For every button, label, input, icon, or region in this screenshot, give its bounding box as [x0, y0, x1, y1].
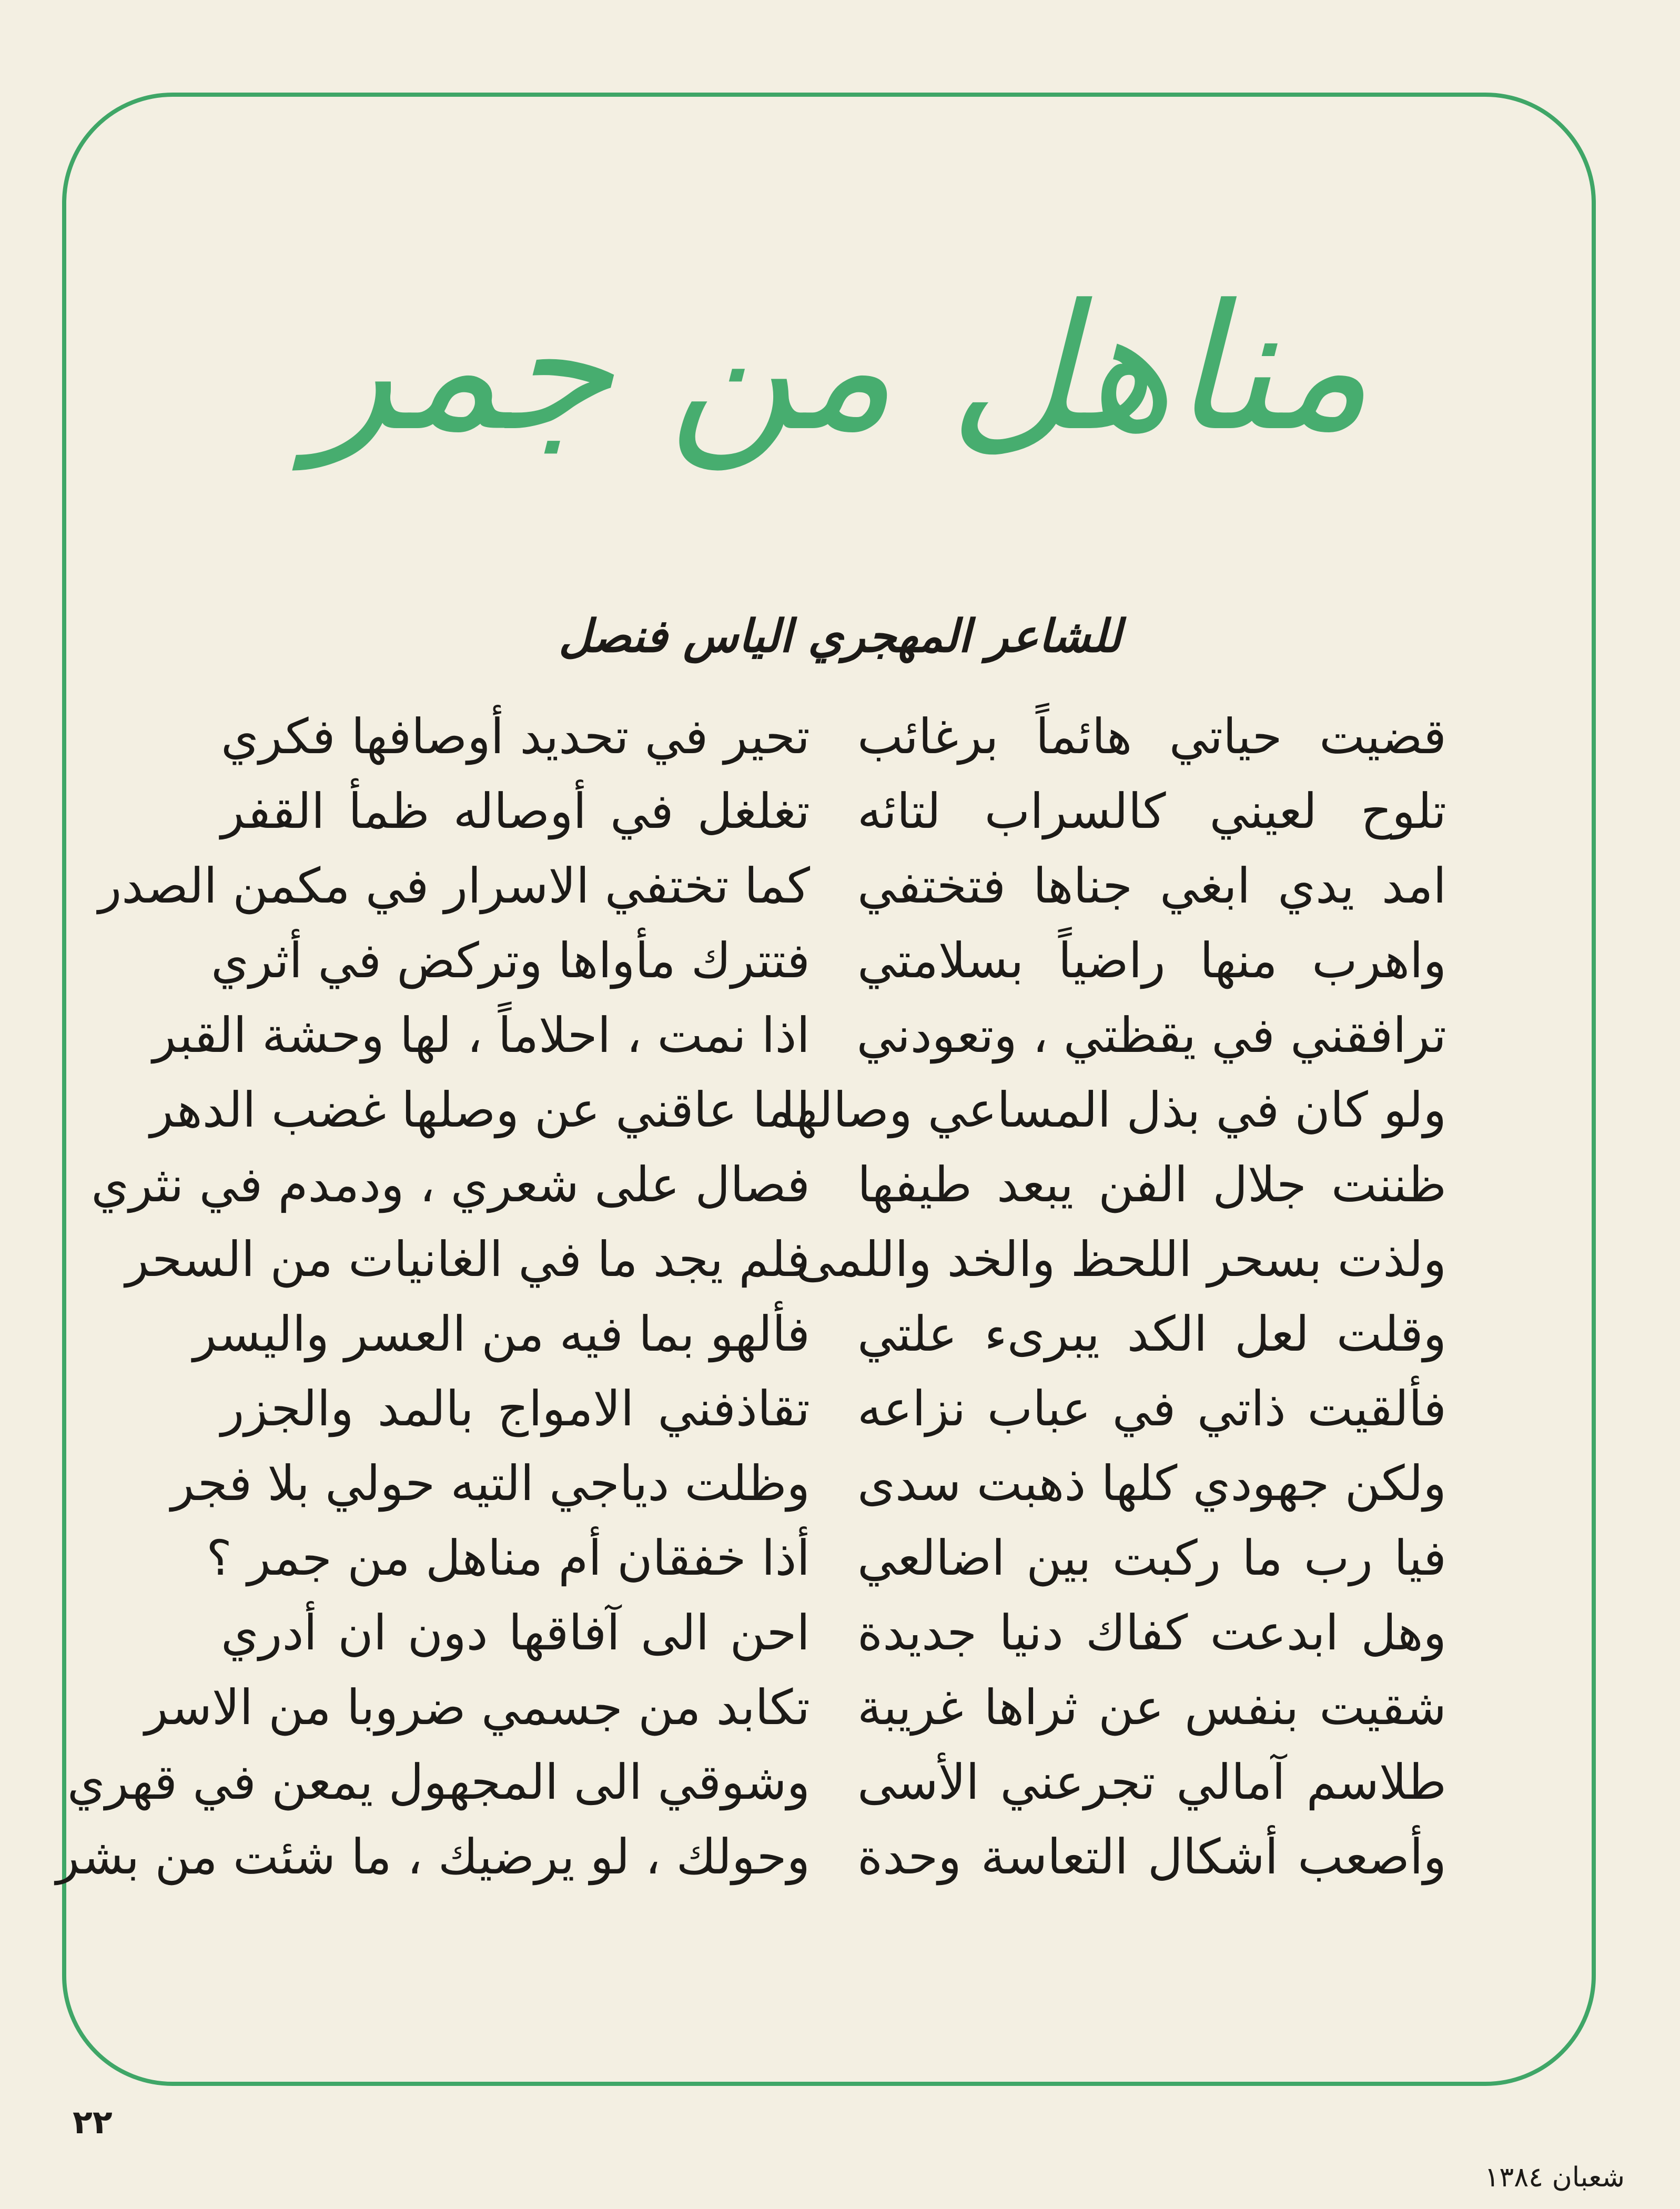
poem-line: طلاسم آمالي تجرعني الأسى [857, 1754, 1446, 1810]
poem-line: ترافقني في يقظتي ، وتعودني [856, 1007, 1446, 1063]
poet-credit: للشاعر المهجري الياس فنصل [559, 610, 1121, 663]
poem-line: وقلت لعل الكد يبرىء علتي [857, 1306, 1446, 1362]
poem-line: لما عاقني عن وصلها غضب الدهر [150, 1082, 810, 1138]
poem-line: فألهو بما فيه من العسر واليسر [193, 1306, 810, 1362]
poem-line: تغلغل في أوصاله ظمأ القفر [221, 783, 810, 839]
poem-body [56, 700, 1446, 1972]
poem-line: شقيت بنفس عن ثراها غريبة [857, 1679, 1446, 1736]
poem-line: ولو كان في بذل المساعي وصالها [781, 1082, 1446, 1138]
poem-line: فلم يجد ما في الغانيات من السحر [125, 1231, 810, 1288]
poem-line: فيا رب ما ركبت بين اضالعي [857, 1530, 1446, 1586]
poem-line: فألقيت ذاتي في عباب نزاعه [857, 1381, 1446, 1437]
poem-line: وشوقي الى المجهول يمعن في قهري [67, 1754, 810, 1810]
page-title: مناهل من جمر [310, 267, 1370, 469]
issue-date: شعبان ١٣٨٤ [1484, 2162, 1625, 2193]
poem-line: اذا نمت ، احلاماً ، لها وحشة القبر [153, 1007, 810, 1063]
poem-line: تكابد من جسمي ضروبا من الاسر [145, 1679, 810, 1736]
poem-line: ولذت بسحر اللحظ والخد واللمى [796, 1231, 1446, 1288]
poem-line: ولكن جهودي كلها ذهبت سدى [857, 1455, 1446, 1512]
poem-line: وهل ابدعت كفاك دنيا جديدة [857, 1605, 1446, 1661]
poem-line: تقاذفني الامواج بالمد والجزر [221, 1381, 810, 1437]
poem-line: قضيت حياتي هائماً برغائب [857, 708, 1446, 765]
page-number: ٢٢ [73, 2103, 113, 2141]
poem-line: وأصعب أشكال التعاسة وحدة [857, 1829, 1446, 1885]
title-calligraphy [0, 231, 1680, 526]
poem-line: تلوح لعيني كالسراب لتائه [857, 783, 1446, 839]
poem-line: تحير في تحديد أوصافها فكري [221, 708, 810, 765]
poem-line: أذا خفقان أم مناهل من جمر ؟ [206, 1530, 810, 1586]
poem-column-left [56, 700, 810, 1894]
poem-line: كما تختفي الاسرار في مكمن الصدر [98, 858, 810, 914]
poem-line: فصال على شعري ، ودمدم في نثري [91, 1157, 810, 1213]
poem-column-right [781, 700, 1446, 1894]
poem-line: وحولك ، لو يرضيك ، ما شئت من بشر [56, 1829, 810, 1885]
poem-line: فتترك مأواها وتركض في أثري [211, 933, 810, 989]
poem-line: امد يدي ابغي جناها فتختفي [857, 858, 1446, 914]
poem-line: احن الى آفاقها دون ان أدري [221, 1605, 810, 1661]
poem-line: وظلت دياجي التيه حولي بلا فجر [170, 1455, 810, 1512]
poem-line: ظننت جلال الفن يبعد طيفها [857, 1157, 1446, 1213]
poem-line: واهرب منها راضياً بسلامتي [857, 933, 1446, 989]
